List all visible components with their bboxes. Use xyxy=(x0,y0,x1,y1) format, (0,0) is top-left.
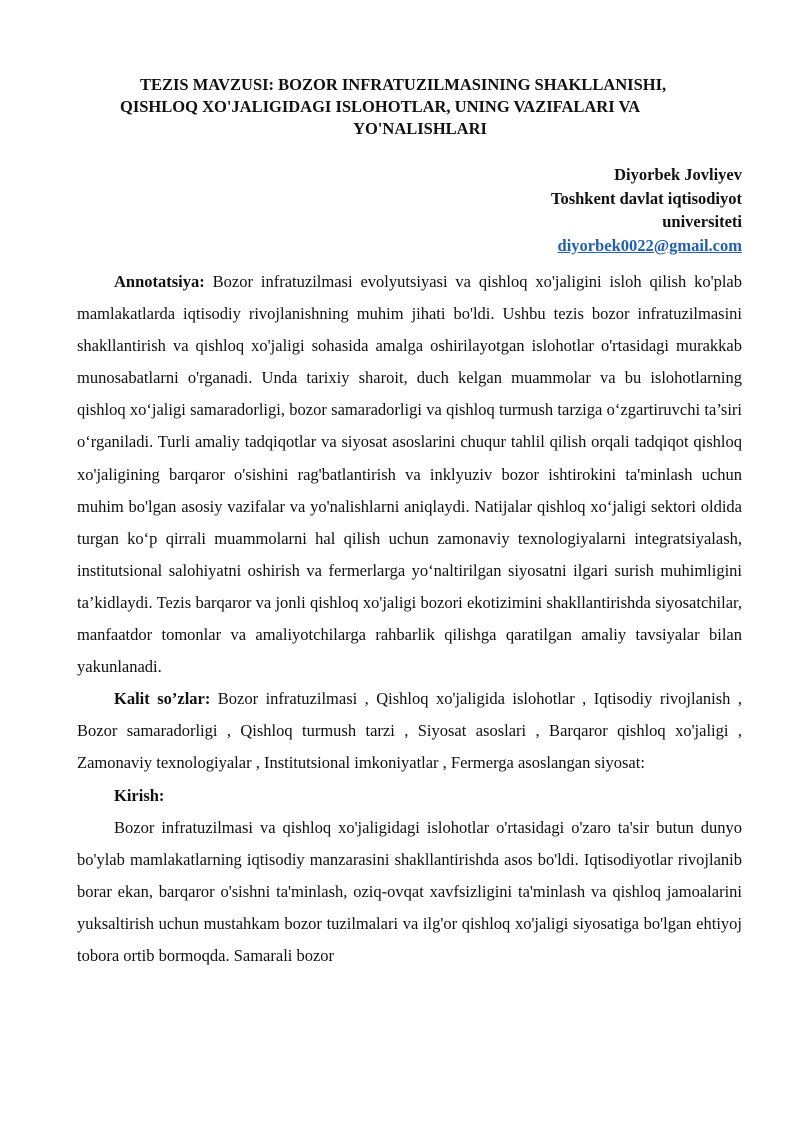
paper-title xyxy=(100,74,740,140)
intro-heading: Kirish: xyxy=(114,785,165,805)
title-line-1: TEZIS MAVZUSI: BOZOR INFRATUZILMASINING SHAKLLANISHI, xyxy=(140,75,667,94)
intro-paragraph: Bozor infratuzilmasi va qishloq xo'jaligidagi islohotlar o'rtasidagi o'zaro ta'sir butun dunyo bo'ylab mamlakatlarning iqtisodiy manzarasini shakllantirishda asos bo'ldi. Iqtisodiyotlar rivojlanib borar ekan, barqaror o'sishni ta'minlash, oziq-ovqat xavfsizligini ta'minlash va qishloq jamoalarini yuksaltirish uchun mustahkam bozor tuzilmalari va ilg'or qishloq xo'jaligi siyosatiga bo'lgan ehtiyoj tobora ortib bormoqda. Samarali bozor xyxy=(77,817,742,965)
author-affiliation-line-1: Toshkent davlat iqtisodiyot xyxy=(550,188,742,208)
abstract-text: Bozor infratuzilmasi evolyutsiyasi va qishloq xo'jaligini isloh qilish ko'plab mamlakatlarda iqtisodiy rivojlanishning muhim jihati bo'ldi. Ushbu tezis bozor infratuzilmasini shakllantirish va qishloq xo'jaligi sohasida amalga oshirilayotgan islohotlar o'rtasidagi murakkab munosabatlarni o'rganadi. Unda tarixiy sharoit, duch kelgan muammolar va bu islohotlarning qishloq xo‘jaligi samaradorligi, bozor samaradorligi va qishloq turmush tarziga o‘zgartiruvchi ta’siri o‘rganiladi. Turli amaliy tadqiqotlar va siyosat asoslarini chuqur tahlil qilish orqali tadqiqot qishloq xo'jaligining barqaror o'sishini rag'batlantirish va inklyuziv bozor ishtirokini ta'minlash uchun muhim bo'lgan asosiy vazifalar va yo'nalishlarni aniqlaydi. Natijalar qishloq xo‘jaligi sektori oldida turgan ko‘p qirrali muammolarni hal qilish uchun zamonaviy texnologiyalarni integratsiyalash, institutsional salohiyatni oshirish va fermerlarga yo‘naltirilgan siyosatni ilgari surish muhimligini ta’kidlaydi. Tezis barqaror va jonli qishloq xo'jaligi bozori ekotizimini shakllantirishda siyosatchilar, manfaatdor tomonlar va amaliyotchilarga rahbarlik qilishga qaratilgan amaliy tavsiyalar bilan yakunlanadi. xyxy=(77,272,742,677)
author-block xyxy=(342,163,742,257)
paper-body xyxy=(77,266,742,972)
keywords-paragraph xyxy=(77,683,742,779)
author-affiliation-line-2: universiteti xyxy=(662,212,742,231)
abstract-paragraph xyxy=(77,266,742,683)
abstract-label: Annotatsiya: xyxy=(114,272,205,291)
keywords-text: Bozor infratuzilmasi , Qishloq xo'jaligida islohotlar , Iqtisodiy rivojlanish , Bozor samaradorligi , Qishloq turmush tarzi , Siyosat asoslari , Barqaror qishloq xo'jaligi , Zamonaviy texnologiyalar , Institutsional imkoniyatlar , Fermerga asoslangan siyosat: xyxy=(77,689,742,773)
keywords-label: Kalit so’zlar: xyxy=(114,689,211,709)
author-email-link[interactable]: diyorbek0022@gmail.com xyxy=(557,235,742,255)
author-name: Diyorbek Jovliyev xyxy=(614,165,742,184)
title-line-2: QISHLOQ XO'JALIGIDAGI ISLOHOTLAR, UNING VAZIFALARI VA xyxy=(120,97,641,116)
title-line-3: YO'NALISHLARI xyxy=(353,119,487,138)
